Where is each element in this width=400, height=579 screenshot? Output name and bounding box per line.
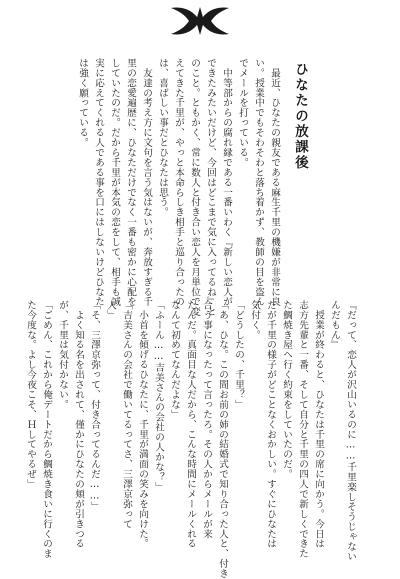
lower-text-block [22,300,358,579]
text-column: 中等部からの腐れ縁である一番いわく『新しい恋人が [221,58,232,307]
text-column: は、喜ばしい事だとひなたは思う。 [157,58,168,218]
text-column: えてきた千里が、やっと本命らしき相手と巡り合ったの [173,58,184,307]
text-column: 「あ、ひな。この間お前の姉の結婚式で知り合った人と、付き [217,300,228,579]
text-column: んだもん』 [329,300,340,350]
page-title: ひなたの放課後 [292,62,308,171]
text-column: 「そ、三澤京弥って、付き合ってるんだ……」 [89,300,100,512]
text-column: 「ごめん、これから俺デートだから鯛焼き食いに行くのま [41,300,52,559]
text-column: 最近、ひなたの親友である麻生千里の機嫌が非常に良 [269,58,280,307]
text-column: 小首を傾げるひなたに、千里が満面の笑みを向けた。 [137,300,148,549]
text-column: 「ふーん……吉美さんの会社の人かな？」 [153,300,164,492]
text-column: 友達の考え方に文句を言う気はないが、奔放すぎる千 [141,58,152,307]
text-column: でメールを打っている。 [237,58,248,168]
text-column: のこと。ともかく、常に数人と付き合い恋人を月単位で変 [189,58,200,317]
text-column: 志方先輩と一番、そして自分と千里の四人で新しくできた [297,300,308,559]
text-column: 「吉美さんの会社で働いてるってさ、三澤京弥って [121,300,132,529]
text-column: していたのだ。だから千里が本気の恋をして、相手も誠 [109,58,120,307]
text-column: なんて初めてなんだよな」 [169,300,180,420]
text-column: だが千里の様子がどことなくおかしい。すぐにひなたは [265,300,276,549]
text-column: よく知る名を出されて、僅かにひなたの頬が引きつる [73,300,84,549]
text-column: 合う事になったって言ったろ。その人からメールが来 [201,300,212,539]
text-column: たんだ。真面目な人だから、こんな時間にメールくれる [185,300,196,549]
text-column: 『だって、恋人が沢山いるのに……千里楽しそうじゃない [345,300,356,562]
text-column: 里の恋愛遍歴に、ひなただけでなく一番も密かに心配を [125,58,136,307]
text-column: た今度な。よし今夜こそ、Ｈしてやるぜ」 [25,300,36,490]
text-column: できたみたいだけど、今回はどこまで気に入ってるね』と [205,58,216,317]
text-column: い。授業中でもそわそわと落ち着かず、教師の目を盗ん [253,58,264,307]
text-column: 「どうしたの、千里？」 [233,300,244,410]
text-column: 気付く。 [249,300,260,340]
text-column: た鯛焼き屋へ行く約束をしていたのだ。 [281,300,292,480]
text-column: 授業が終わると、ひなたは千里の席に向かう。今日は [313,300,324,549]
text-column: 人」 [105,300,116,320]
text-column: が、千里は気付かない。 [57,300,68,410]
ornament-icon [163,4,237,38]
text-column: 実に応えてくれる人である事を口にはしないけどひなた [93,58,104,307]
text-column: は強く願っている。 [77,58,88,148]
upper-text-block [74,58,282,317]
